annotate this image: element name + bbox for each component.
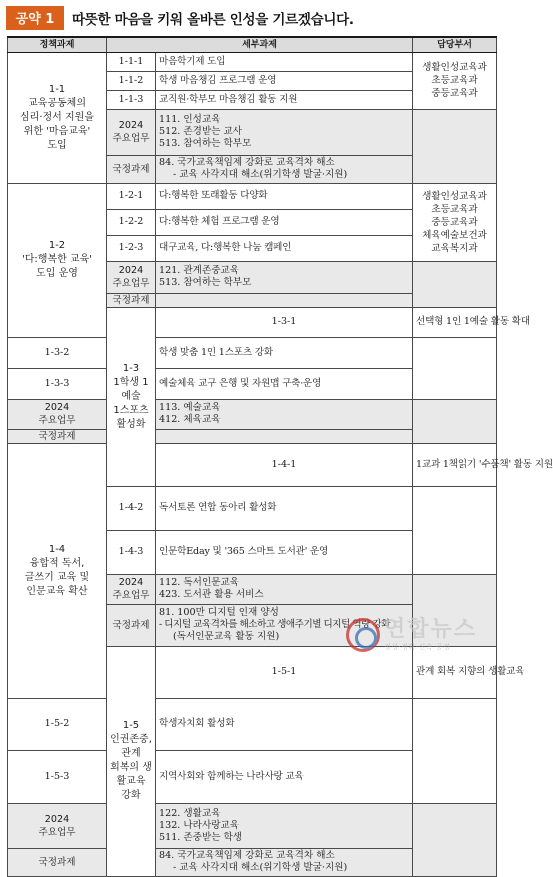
table-header-row xyxy=(8,37,497,52)
task-code: 1-1-3 xyxy=(107,90,156,109)
policy-cell-1-1: 1-1 교육공동체의 심리·정서 지원을 위한 '마음교육' 도입 xyxy=(8,52,107,183)
policy-cell-1-4: 1-4 융합적 독서, 글쓰기 교육 및 인문교육 확산 xyxy=(8,443,107,698)
task-code: 1-5-1 xyxy=(156,646,413,698)
task-code: 1-4-1 xyxy=(156,443,413,487)
table-row xyxy=(8,183,497,209)
task-title: 마음학기제 도입 xyxy=(156,52,413,71)
policy-cell-1-3: 1-3 1학생 1예술 1스포츠 활성화 xyxy=(107,307,156,487)
dept-blank xyxy=(413,399,497,443)
watermark-sub: 정성·정확·신속·공정 xyxy=(384,643,451,651)
annual-detail: 122. 생활교육 132. 나라사랑교육 511. 존중받는 학생 xyxy=(156,803,413,848)
watermark-name: 연합뉴스 xyxy=(384,617,478,642)
national-label: 국정과제 xyxy=(107,293,156,307)
national-label: 국정과제 xyxy=(107,155,156,183)
task-title: 선택형 1인 1예술 활동 확대 xyxy=(413,307,497,338)
task-code: 1-3-2 xyxy=(8,338,107,369)
news-agency-logo-icon xyxy=(346,618,380,652)
dept-cell-1-2: 생활인성교육과 초등교육과 중등교육과 체육예술보건과 교육복지과 xyxy=(413,183,497,261)
task-code: 1-4-3 xyxy=(107,530,156,574)
task-title: 학생 맞춤 1인 1스포츠 강화 xyxy=(156,338,413,369)
national-label: 국정과제 xyxy=(8,848,107,876)
national-detail: 81. 100만 디지털 인재 양성 - 디지털 교육격차를 해소하고 생애주기별 디지털 역량 강화 (독서인문교육 활동 지원) xyxy=(156,604,413,646)
task-title: 인문학Eday 및 '365 스마트 도서관' 운영 xyxy=(156,530,413,574)
task-code: 1-2-1 xyxy=(107,183,156,209)
annual-detail: 121. 관계존중교육 513. 참여하는 학부모 xyxy=(156,261,413,293)
pledge-title: 따뜻한 마음을 키워 올바른 인성을 기르겠습니다. xyxy=(72,11,354,28)
task-title: 다:행복한 또래활동 다양화 xyxy=(156,183,413,209)
table-row xyxy=(8,698,497,750)
policy-cell-1-2: 1-2 '다:행복한 교육' 도입 운영 xyxy=(8,183,107,338)
col-header-policy: 정책과제 xyxy=(8,37,107,52)
table-row xyxy=(8,52,497,71)
national-label: 국정과제 xyxy=(107,604,156,646)
annual-label: 2024 주요업무 xyxy=(8,803,107,848)
table-row xyxy=(8,751,497,803)
table-row xyxy=(8,399,497,429)
national-detail: 84. 국가교육책임제 강화로 교육격차 해소 - 교육 사각지대 해소(위기학생 발굴·지원) xyxy=(156,155,413,183)
policy-table xyxy=(7,36,553,877)
annual-label: 2024 주요업무 xyxy=(8,399,107,429)
policy-table-container xyxy=(7,36,553,873)
task-code: 1-1-1 xyxy=(107,52,156,71)
task-code: 1-5-2 xyxy=(8,698,107,750)
annual-detail: 111. 인성교육 512. 존경받는 교사 513. 참여하는 학부모 xyxy=(156,109,413,155)
annual-label: 2024 주요업무 xyxy=(107,261,156,293)
task-code: 1-3-1 xyxy=(156,307,413,338)
national-detail xyxy=(156,293,413,307)
pledge-header xyxy=(6,4,497,31)
dept-blank xyxy=(413,109,497,183)
dept-cell-1-1: 생활인성교육과 초등교육과 중등교육과 xyxy=(413,52,497,109)
table-row xyxy=(8,368,497,399)
annual-detail: 113. 예술교육 412. 체육교육 xyxy=(156,399,413,429)
national-detail: 84. 국가교육책임제 강화로 교육격차 해소 - 교육 사각지대 해소(위기학생 발굴·지원) xyxy=(156,848,413,876)
task-code: 1-3-3 xyxy=(8,368,107,399)
task-title: 학생자치회 활성화 xyxy=(156,698,413,750)
pledge-badge: 공약 1 xyxy=(6,6,64,30)
task-code: 1-2-3 xyxy=(107,235,156,261)
dept-blank xyxy=(413,261,497,307)
col-header-dept: 담당부서 xyxy=(413,37,497,52)
annual-label: 2024 주요업무 xyxy=(107,109,156,155)
col-header-detail: 세부과제 xyxy=(107,37,413,52)
table-row xyxy=(8,338,497,369)
task-title: 예술체육 교구 은행 및 자원맵 구축·운영 xyxy=(156,368,413,399)
task-title: 대구교육, 다:행복한 나눔 캠페인 xyxy=(156,235,413,261)
national-label: 국정과제 xyxy=(8,429,107,443)
task-title: 1교과 1책읽기 '수품책' 활동 지원 xyxy=(413,443,497,487)
task-code: 1-1-2 xyxy=(107,71,156,90)
task-title: 교직원·학부모 마음챙김 활동 지원 xyxy=(156,90,413,109)
task-title: 지역사회와 함께하는 나라사랑 교육 xyxy=(156,751,413,803)
table-row xyxy=(8,443,497,487)
task-title: 다:행복한 체험 프로그램 운영 xyxy=(156,209,413,235)
task-title: 관계 회복 지향의 생활교육 xyxy=(413,646,497,698)
task-code: 1-4-2 xyxy=(107,487,156,531)
task-code: 1-5-3 xyxy=(8,751,107,803)
dept-blank xyxy=(413,803,497,876)
policy-cell-1-5: 1-5 인권존중, 관계 회복의 생활교육 강화 xyxy=(107,646,156,876)
annual-detail: 112. 독서인문교육 423. 도서관 활용 서비스 xyxy=(156,574,413,604)
news-agency-watermark xyxy=(346,618,477,652)
task-title: 학생 마음챙김 프로그램 운영 xyxy=(156,71,413,90)
task-title: 독서토론 연합 동아리 활성화 xyxy=(156,487,413,531)
national-detail xyxy=(156,429,413,443)
task-code: 1-2-2 xyxy=(107,209,156,235)
table-row xyxy=(8,803,497,848)
annual-label: 2024 주요업무 xyxy=(107,574,156,604)
